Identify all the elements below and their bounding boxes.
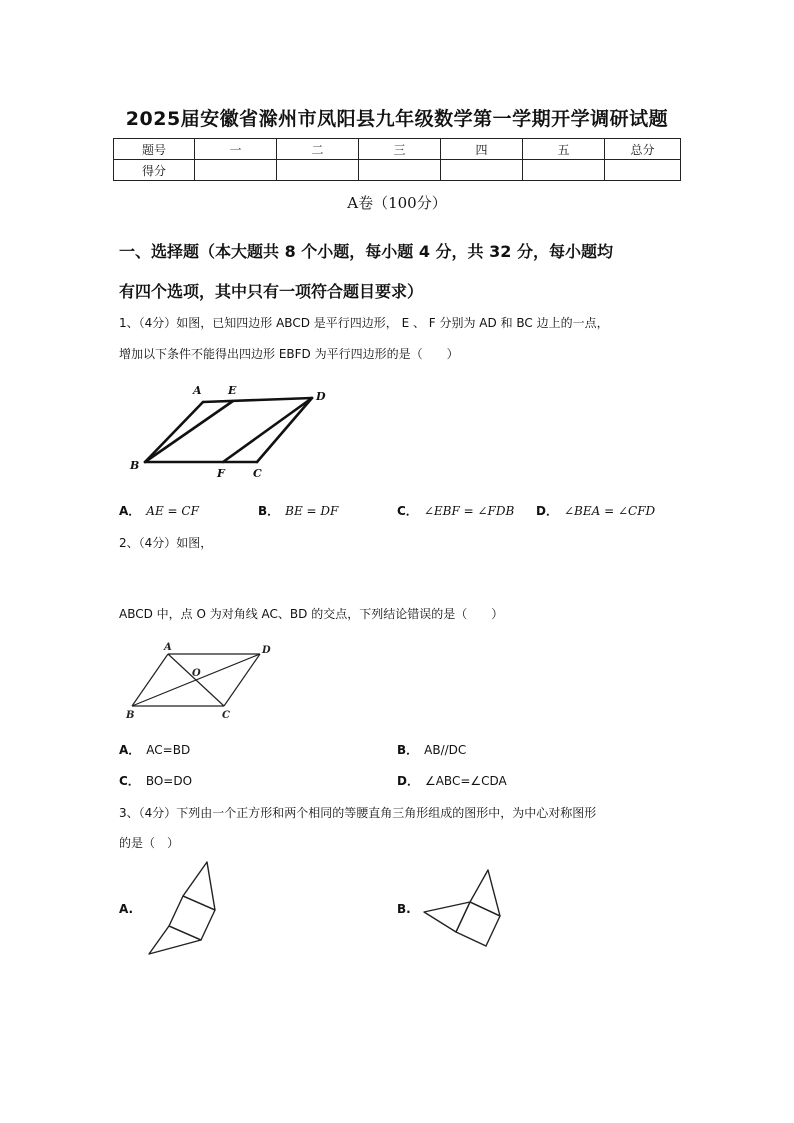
q1-option-b[interactable] xyxy=(258,502,338,519)
option-letter: A． xyxy=(119,743,141,757)
segment-df xyxy=(223,398,312,462)
option-letter: D． xyxy=(536,504,558,518)
question-2-line-1: 2、（4分）如图， xyxy=(119,536,213,550)
q2-option-c[interactable] xyxy=(119,772,192,789)
score-table-cell: 题号 xyxy=(114,139,195,160)
triangle-bottom xyxy=(149,926,201,954)
triangle-left xyxy=(424,902,470,932)
option-text: AB//DC xyxy=(424,743,467,757)
exam-title: 2025届安徽省滁州市凤阳县九年级数学第一学期开学调研试题 xyxy=(125,108,669,130)
option-letter: A. xyxy=(119,902,134,916)
option-text: BO=DO xyxy=(145,774,193,788)
score-blank-cell[interactable] xyxy=(277,160,359,181)
label-b: B xyxy=(130,459,140,472)
option-text: AE = CF xyxy=(146,504,199,518)
option-text: AC=BD xyxy=(146,743,191,757)
question-2-figure xyxy=(122,640,282,725)
label-o: O xyxy=(192,668,201,679)
label-e: E xyxy=(228,384,237,397)
score-table-cell: 四 xyxy=(441,139,523,160)
section-1-line-2: 有四个选项，其中只有一项符合题目要求） xyxy=(119,282,424,301)
score-blank-cell[interactable] xyxy=(195,160,277,181)
label-a: A xyxy=(193,384,202,397)
section-1-heading xyxy=(119,232,684,312)
label-f: F xyxy=(217,467,225,480)
segment-be xyxy=(145,401,233,462)
section-a-heading: A卷（100分） xyxy=(347,194,447,212)
score-table-cell: 三 xyxy=(359,139,441,160)
diagonal-bd xyxy=(132,654,260,706)
option-letter: A． xyxy=(119,504,141,518)
option-text: ∠ABC=∠CDA xyxy=(424,774,507,788)
option-letter: B. xyxy=(397,902,411,916)
option-letter: B． xyxy=(397,743,419,757)
question-1-line-1: 1、（4分）如图，已知四边形 ABCD 是平行四边形， E 、 F 分别为 AD 和 BC 边上的一点， xyxy=(119,316,609,330)
q2-option-d[interactable] xyxy=(397,772,507,789)
segment-ba xyxy=(145,402,203,462)
segment-dc xyxy=(257,398,312,462)
score-blank-cell[interactable] xyxy=(523,160,605,181)
option-letter: C． xyxy=(119,774,140,788)
option-text: BE = DF xyxy=(285,504,339,518)
option-text: ∠EBF = ∠FDB xyxy=(423,504,515,518)
option-letter: B． xyxy=(258,504,280,518)
label-d: D xyxy=(262,645,271,656)
score-table xyxy=(113,138,681,181)
label-d: D xyxy=(316,390,326,403)
q2-option-b[interactable] xyxy=(397,741,466,758)
square xyxy=(456,902,500,946)
label-a: A xyxy=(164,642,172,653)
question-2-line-2: ABCD 中，点 O 为对角线 AC、BD 的交点，下列结论错误的是（ ） xyxy=(119,607,504,621)
score-blank-cell[interactable] xyxy=(359,160,441,181)
score-table-cell: 总分 xyxy=(605,139,681,160)
score-table-header-row xyxy=(114,139,681,160)
q3-option-a-figure[interactable] xyxy=(145,858,225,958)
label-b: B xyxy=(126,710,135,721)
square xyxy=(169,896,215,940)
question-3-line-1: 3、（4分）下列由一个正方形和两个相同的等腰直角三角形组成的图形中，为中心对称图形 xyxy=(119,806,597,820)
label-c: C xyxy=(253,467,262,480)
q3-option-a[interactable] xyxy=(119,902,139,916)
section-1-line-1: 一、选择题（本大题共 8 个小题，每小题 4 分，共 32 分，每小题均 xyxy=(119,242,613,261)
q3-option-b-figure[interactable] xyxy=(420,866,510,950)
option-letter: C． xyxy=(397,504,418,518)
score-blank-cell[interactable] xyxy=(605,160,681,181)
option-letter: D． xyxy=(397,774,419,788)
score-table-cell: 一 xyxy=(195,139,277,160)
q1-option-d[interactable] xyxy=(536,502,655,519)
question-3-line-2: 的是（ ） xyxy=(119,836,180,850)
q3-option-b[interactable] xyxy=(397,902,417,916)
label-c: C xyxy=(222,710,230,721)
score-table-cell: 五 xyxy=(523,139,605,160)
q1-option-a[interactable] xyxy=(119,502,199,519)
score-blank-cell[interactable] xyxy=(441,160,523,181)
question-1-figure xyxy=(125,380,340,480)
score-table-score-row xyxy=(114,160,681,181)
segment-ad xyxy=(203,398,312,402)
option-text: ∠BEA = ∠CFD xyxy=(563,504,656,518)
score-table-cell: 得分 xyxy=(114,160,195,181)
question-1-line-2: 增加以下条件不能得出四边形 EBFD 为平行四边形的是（ ） xyxy=(119,347,459,361)
q2-option-a[interactable] xyxy=(119,741,190,758)
q1-option-c[interactable] xyxy=(397,502,514,519)
score-table-cell: 二 xyxy=(277,139,359,160)
